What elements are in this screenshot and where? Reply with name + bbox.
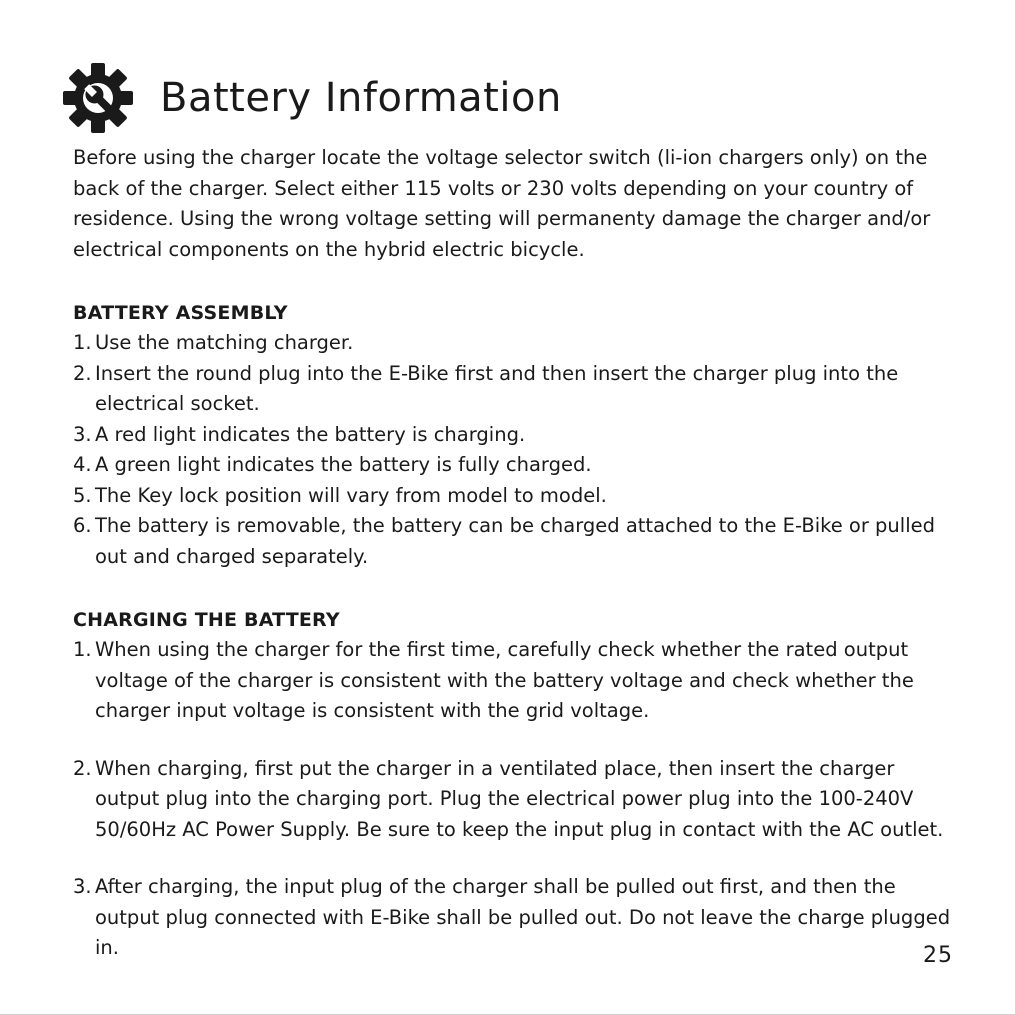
item-number: 2. (73, 756, 92, 780)
content-body (73, 143, 963, 964)
gear-wrench-icon (62, 62, 134, 134)
item-text: The battery is removable, the battery can be charged attached to the E-Bike or pulled out and charged separately. (95, 514, 935, 568)
list-item (73, 359, 963, 420)
item-number: 3. (73, 875, 92, 898)
charging-battery-list (73, 635, 963, 964)
item-number: 4. (73, 453, 92, 476)
item-number: 6. (73, 514, 92, 537)
item-number: 5. (73, 483, 92, 507)
item-text: Insert the round plug into the E-Bike first and then insert the charger plug into the electrical socket. (95, 361, 899, 415)
list-item (73, 481, 963, 512)
page-title: Battery Information (160, 75, 562, 121)
item-text: The Key lock position will vary from model to model. (95, 483, 607, 507)
item-text: When using the charger for the first time, carefully check whether the rated output voltage of the charger is consistent with the battery voltage and check whether the charger input voltage is consistent with the grid voltage. (95, 638, 914, 722)
item-text: After charging, the input plug of the charger shall be pulled out first, and then the output plug connected with E-Bike shall be pulled out. Do not leave the charge plugged in. (95, 875, 951, 959)
list-item (73, 450, 963, 481)
battery-assembly-list (73, 328, 963, 572)
charging-battery-heading: CHARGING THE BATTERY (73, 609, 340, 631)
list-item (73, 754, 963, 846)
item-number: 1. (73, 638, 92, 661)
item-text: When charging, first put the charger in a ventilated place, then insert the charger output plug into the charging port. Plug the electrical power plug into the 100-240V 50/60Hz AC Power Supply. Be sure to keep the input plug in contact with the AC outlet. (95, 756, 944, 841)
list-item (73, 635, 963, 727)
section-header (62, 62, 562, 134)
item-number: 2. (73, 361, 92, 385)
item-number: 3. (73, 422, 92, 446)
list-item (73, 420, 963, 451)
list-item (73, 872, 963, 964)
item-text: A green light indicates the battery is fully charged. (95, 453, 592, 476)
item-number: 1. (73, 331, 92, 354)
item-text: Use the matching charger. (95, 331, 354, 354)
battery-assembly-heading: BATTERY ASSEMBLY (73, 302, 288, 324)
list-item (73, 328, 963, 359)
page-number: 25 (923, 943, 953, 968)
item-text: A red light indicates the battery is charging. (95, 422, 526, 446)
intro-paragraph: Before using the charger locate the voltage selector switch (li-ion chargers only) on the back of the charger. Select either 115 volts or 230 volts depending on your country of residence. Using the wrong voltage setting will permanenty damage the charger and/or electrical components on the hybrid electric bicycle. (73, 146, 931, 261)
list-item (73, 511, 963, 572)
